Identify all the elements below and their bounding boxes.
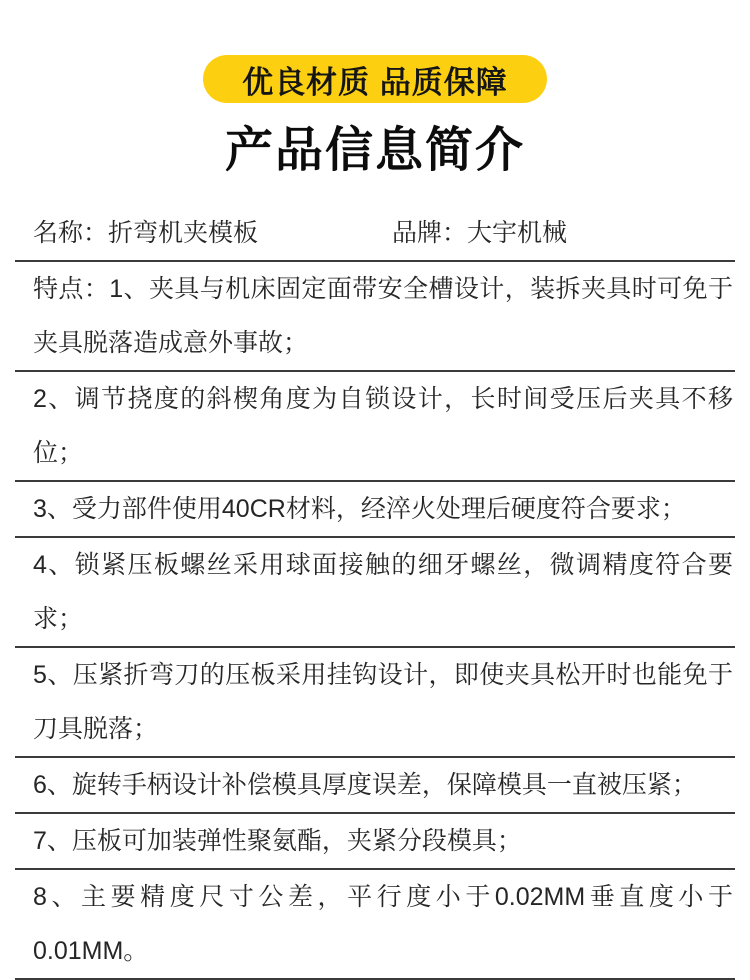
table-row-feature-4: 4、锁紧压板螺丝采用球面接触的细牙螺丝，微调精度符合要求； (15, 538, 735, 648)
product-name-label: 名称： (33, 219, 109, 247)
table-row-feature-2: 2、调节挠度的斜楔角度为自锁设计，长时间受压后夹具不移位； (15, 372, 735, 482)
product-info-page (0, 55, 750, 965)
product-info-table (15, 206, 735, 980)
table-row-feature-7: 7、压板可加装弹性聚氨酯，夹紧分段模具； (15, 814, 735, 870)
page-title: 产品信息简介 (224, 124, 525, 177)
table-row-feature-5: 5、压紧折弯刀的压板采用挂钩设计，即使夹具松开时也能免于刀具脱落； (15, 648, 735, 758)
table-row-feature-6: 6、旋转手柄设计补偿模具厚度误差，保障模具一直被压紧； (15, 758, 735, 814)
table-row-feature-3: 3、受力部件使用40CR材料，经淬火处理后硬度符合要求； (15, 482, 735, 538)
product-name-value: 折弯机夹模板 (108, 219, 259, 247)
quality-badge (203, 55, 547, 103)
table-row-feature-1: 特点：1、夹具与机床固定面带安全槽设计，装拆夹具时可免于夹具脱落造成意外事故； (15, 262, 735, 372)
table-row-feature-8: 8、主要精度尺寸公差，平行度小于0.02MM垂直度小于0.01MM。 (15, 870, 735, 980)
quality-badge-label: 优良材质 品质保障 (242, 64, 508, 100)
brand-label: 品牌： (392, 219, 468, 247)
brand-cell (392, 206, 567, 260)
brand-value: 大宇机械 (467, 219, 568, 247)
product-name-cell (33, 206, 392, 260)
table-row-name-brand (15, 206, 735, 262)
